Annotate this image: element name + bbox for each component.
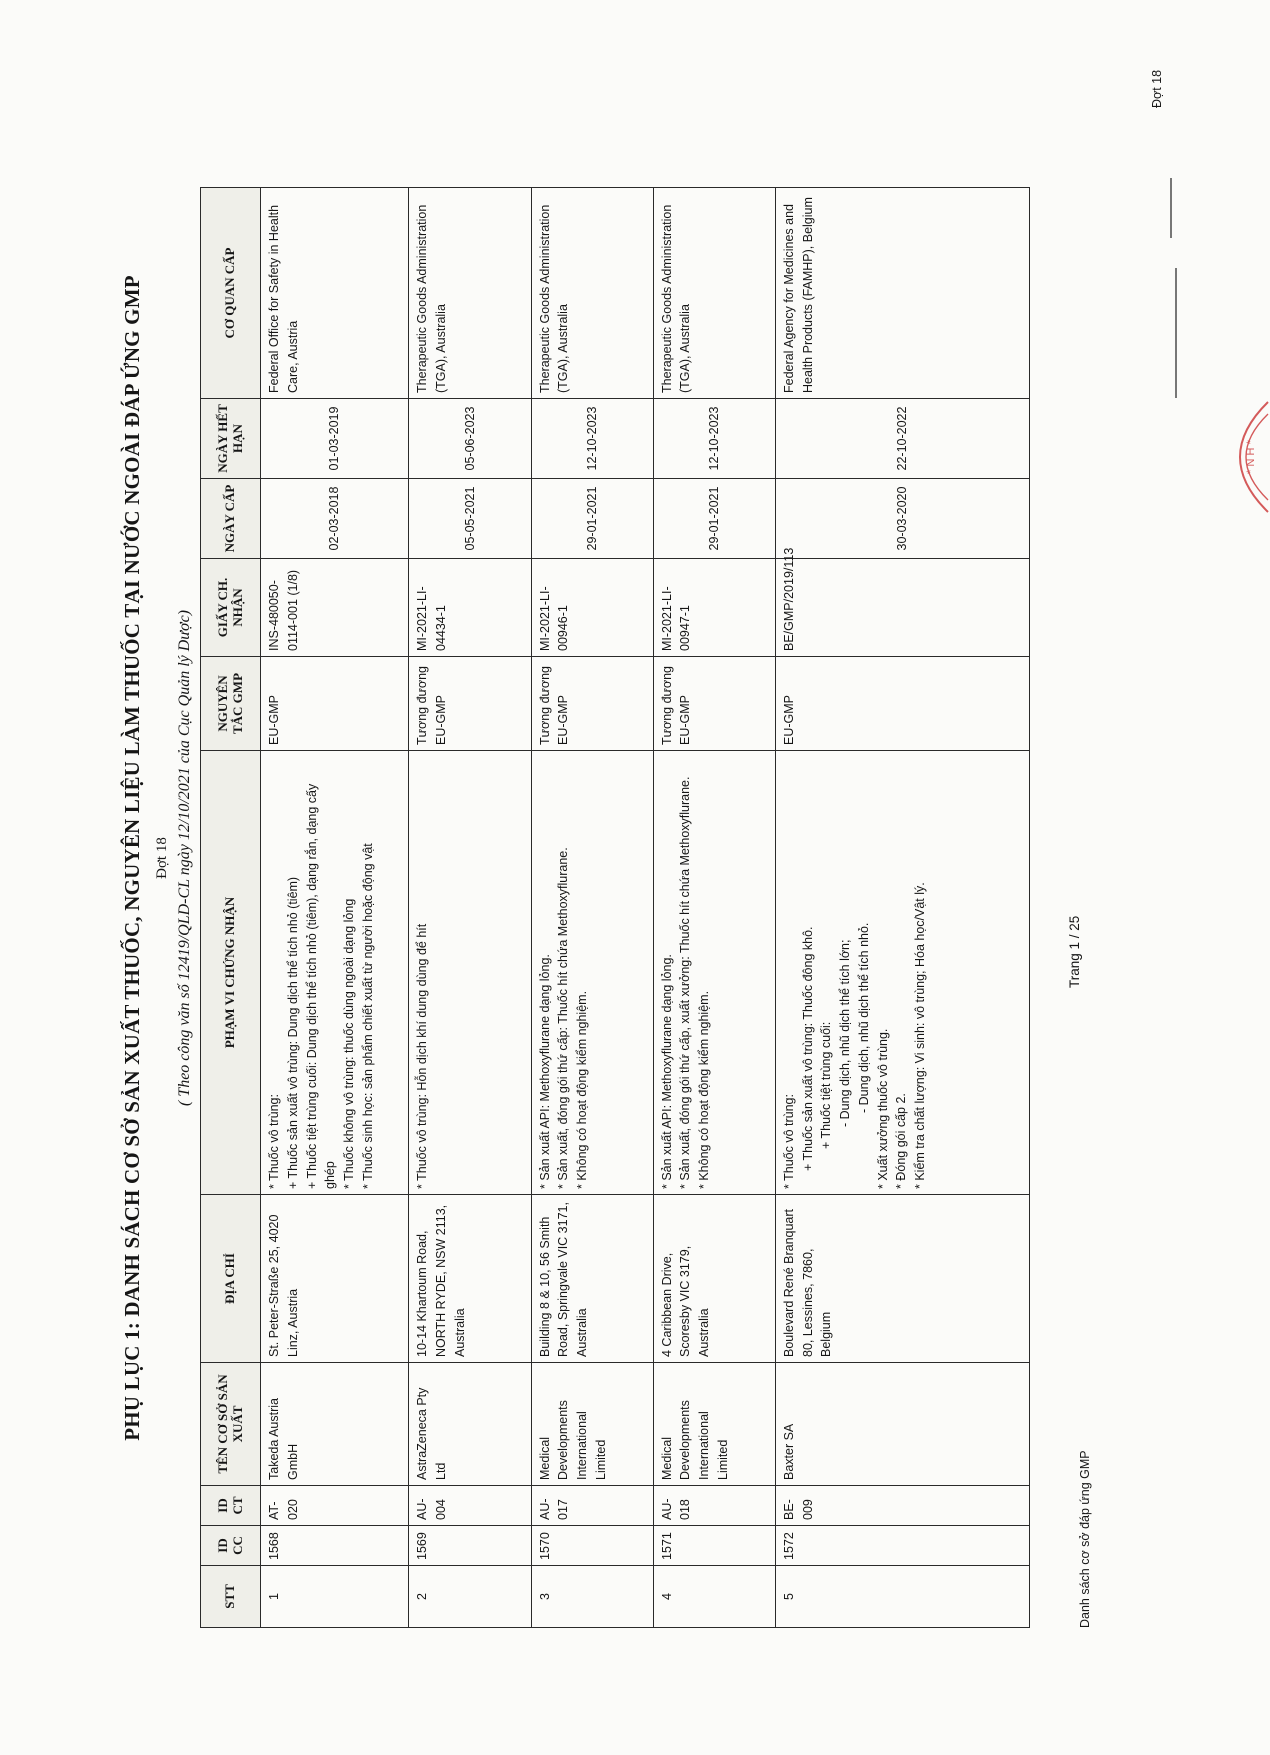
cell-id-cc: 1570 bbox=[531, 1526, 653, 1566]
cell-authority: Therapeutic Goods Administration (TGA), Australia bbox=[531, 188, 653, 399]
page-title: PHỤ LỤC 1: DANH SÁCH CƠ SỞ SẢN XUẤT THUỐC, NGUYÊN LIỆU LÀM THUỐC TẠI NƯỚC NGOÀI ĐÁP ỨNG GMP bbox=[120, 275, 144, 1441]
col-issue-date: NGÀY CẤP bbox=[201, 479, 261, 559]
cell-scope bbox=[531, 751, 653, 1195]
col-name: TÊN CƠ SỞ SẢN XUẤT bbox=[201, 1363, 261, 1486]
cell-authority: Therapeutic Goods Administration (TGA), Australia bbox=[653, 188, 775, 399]
cell-gmp: Tương đương EU-GMP bbox=[531, 657, 653, 751]
cell-id-ct: AU-004 bbox=[409, 1486, 531, 1526]
cell-authority: Therapeutic Goods Administration (TGA), Australia bbox=[409, 188, 531, 399]
stamp-text: * N H * bbox=[1245, 440, 1257, 474]
cell-issue-date: 29-01-2021 bbox=[653, 479, 775, 559]
footer-document-name: Danh sách cơ sở đáp ứng GMP bbox=[1078, 1450, 1092, 1628]
scope-line: - Dung dịch, nhũ dịch thể tích nhỏ. bbox=[856, 922, 871, 1113]
red-stamp-fragment bbox=[1210, 398, 1270, 516]
scope-line: * Xuất xưởng thuốc vô trùng. bbox=[875, 1028, 890, 1189]
cell-issue-date: 30-03-2020 bbox=[775, 479, 1029, 559]
scope-line: - Dung dịch, nhũ dịch thể tích lớn; bbox=[838, 939, 853, 1127]
cell-certificate: MI-2021-LI-04434-1 bbox=[409, 559, 531, 657]
scope-line: + Thuốc sản xuất vô trùng: Thuốc đông khô. bbox=[800, 926, 815, 1171]
cell-name: Medical Developments International Limited bbox=[531, 1363, 653, 1486]
scope-line: * Không có hoạt động kiểm nghiệm. bbox=[697, 990, 712, 1189]
cell-id-cc: 1572 bbox=[775, 1526, 1029, 1566]
table-row bbox=[775, 188, 1029, 1628]
scan-mark bbox=[1170, 178, 1172, 238]
cell-expiry-date: 05-06-2023 bbox=[409, 399, 531, 479]
cell-name: Takeda Austria GmbH bbox=[261, 1363, 409, 1486]
scope-line: * Sản xuất API: Methoxyflurane dạng lỏng. bbox=[537, 954, 552, 1189]
cell-scope bbox=[409, 751, 531, 1195]
cell-expiry-date: 12-10-2023 bbox=[653, 399, 775, 479]
footer-batch: Đợt 18 bbox=[1150, 69, 1164, 108]
page-number: Trang 1 / 25 bbox=[1067, 915, 1082, 988]
scope-line: * Thuốc vô trùng: bbox=[267, 1094, 281, 1189]
cell-id-cc: 1569 bbox=[409, 1526, 531, 1566]
scope-line: * Sản xuất, đóng gói thứ cấp, xuất xưởng: Thuốc hít chứa Methoxyflurane. bbox=[678, 776, 693, 1189]
cell-certificate: INS-480050-0114-001 (1/8) bbox=[261, 559, 409, 657]
cell-stt: 5 bbox=[775, 1566, 1029, 1628]
scope-line: * Kiểm tra chất lượng: Vi sinh: vô trùng; Hóa học/Vật lý. bbox=[913, 882, 928, 1189]
cell-expiry-date: 01-03-2019 bbox=[261, 399, 409, 479]
scope-line: * Thuốc không vô trùng: thuốc dùng ngoài dạng lỏng bbox=[342, 898, 356, 1189]
cell-address: 10-14 Khartoum Road, NORTH RYDE, NSW 2113, Australia bbox=[409, 1195, 531, 1363]
table-row bbox=[653, 188, 775, 1628]
batch-label: Đợt 18 bbox=[154, 837, 170, 879]
scope-line: * Sản xuất, đóng gói thứ cấp: Thuốc hít chứa Methoxyflurane. bbox=[556, 847, 571, 1189]
cell-issue-date: 02-03-2018 bbox=[261, 479, 409, 559]
scope-line: * Sản xuất API: Methoxyflurane dạng lỏng. bbox=[659, 954, 674, 1189]
cell-id-ct: AU-017 bbox=[531, 1486, 653, 1526]
cell-address: Boulevard René Branquart 80, Lessines, 7860, Belgium bbox=[775, 1195, 1029, 1363]
scope-line: * Không có hoạt động kiểm nghiệm. bbox=[575, 990, 590, 1189]
cell-scope bbox=[261, 751, 409, 1195]
cell-gmp: EU-GMP bbox=[261, 657, 409, 751]
reference-note: ( Theo công văn số 12419/QLD-CL ngày 12/10/2021 của Cục Quản lý Dược) bbox=[176, 609, 193, 1107]
scope-line: + Thuốc sản xuất vô trùng: Dung dịch thể tích nhỏ (tiêm) bbox=[285, 876, 300, 1189]
col-authority: CƠ QUAN CẤP bbox=[201, 188, 261, 399]
col-expiry-date: NGÀY HẾT HẠN bbox=[201, 399, 261, 479]
table-header-row bbox=[201, 188, 261, 1628]
col-gmp: NGUYÊN TẮC GMP bbox=[201, 657, 261, 751]
cell-scope bbox=[653, 751, 775, 1195]
rotated-page bbox=[120, 18, 1257, 1728]
scope-line: * Thuốc sinh học: sản phẩm chiết xuất từ người hoặc động vật bbox=[360, 843, 375, 1189]
cell-address: 4 Caribbean Drive, Scoresby VIC 3179, Australia bbox=[653, 1195, 775, 1363]
scan-mark bbox=[1175, 268, 1177, 398]
cell-authority: Federal Agency for Medicines and Health Products (FAMHP), Belgium bbox=[775, 188, 1029, 399]
scope-line: + Thuốc tiệt trùng cuối: Dung dịch thể tích nhỏ (tiêm), dạng rắn, dạng cấy ghép bbox=[304, 783, 338, 1189]
gmp-table bbox=[200, 187, 1030, 1628]
col-id-ct: ID CT bbox=[201, 1486, 261, 1526]
cell-address: Building 8 & 10, 56 Smith Road, Springvale VIC 3171, Australia bbox=[531, 1195, 653, 1363]
table-row bbox=[409, 188, 531, 1628]
cell-gmp: Tương đương EU-GMP bbox=[409, 657, 531, 751]
cell-certificate: BE/GMP/2019/113 bbox=[775, 559, 1029, 657]
cell-address: St. Peter-Straße 25, 4020 Linz, Austria bbox=[261, 1195, 409, 1363]
cell-name: Baxter SA bbox=[775, 1363, 1029, 1486]
cell-name: Medical Developments International Limited bbox=[653, 1363, 775, 1486]
table-row bbox=[261, 188, 409, 1628]
table-row bbox=[531, 188, 653, 1628]
cell-issue-date: 29-01-2021 bbox=[531, 479, 653, 559]
scope-line: + Thuốc tiệt trùng cuối: bbox=[819, 1021, 834, 1149]
col-scope: PHẠM VI CHỨNG NHẬN bbox=[201, 751, 261, 1195]
cell-gmp: Tương đương EU-GMP bbox=[653, 657, 775, 751]
scope-line: * Thuốc vô trùng: Hỗn dịch khí dung dùng để hít bbox=[415, 923, 430, 1189]
cell-id-cc: 1571 bbox=[653, 1526, 775, 1566]
cell-scope bbox=[775, 751, 1029, 1195]
cell-id-cc: 1568 bbox=[261, 1526, 409, 1566]
scope-line: * Đóng gói cấp 2. bbox=[894, 1093, 909, 1189]
cell-authority: Federal Office for Safety in Health Care, Austria bbox=[261, 188, 409, 399]
col-stt: STT bbox=[201, 1566, 261, 1628]
scope-line: * Thuốc vô trùng: bbox=[781, 1094, 796, 1189]
col-id-cc: ID CC bbox=[201, 1526, 261, 1566]
cell-id-ct: AU-018 bbox=[653, 1486, 775, 1526]
cell-certificate: MI-2021-LI-00946-1 bbox=[531, 559, 653, 657]
cell-id-ct: BE-009 bbox=[775, 1486, 1029, 1526]
cell-issue-date: 05-05-2021 bbox=[409, 479, 531, 559]
col-certificate: GIẤY CH. NHẬN bbox=[201, 559, 261, 657]
cell-stt: 1 bbox=[261, 1566, 409, 1628]
cell-certificate: MI-2021-LI-00947-1 bbox=[653, 559, 775, 657]
cell-gmp: EU-GMP bbox=[775, 657, 1029, 751]
cell-stt: 3 bbox=[531, 1566, 653, 1628]
cell-stt: 4 bbox=[653, 1566, 775, 1628]
cell-stt: 2 bbox=[409, 1566, 531, 1628]
cell-name: AstraZeneca Pty Ltd bbox=[409, 1363, 531, 1486]
cell-expiry-date: 22-10-2022 bbox=[775, 399, 1029, 479]
col-address: ĐỊA CHỈ bbox=[201, 1195, 261, 1363]
cell-expiry-date: 12-10-2023 bbox=[531, 399, 653, 479]
cell-id-ct: AT-020 bbox=[261, 1486, 409, 1526]
